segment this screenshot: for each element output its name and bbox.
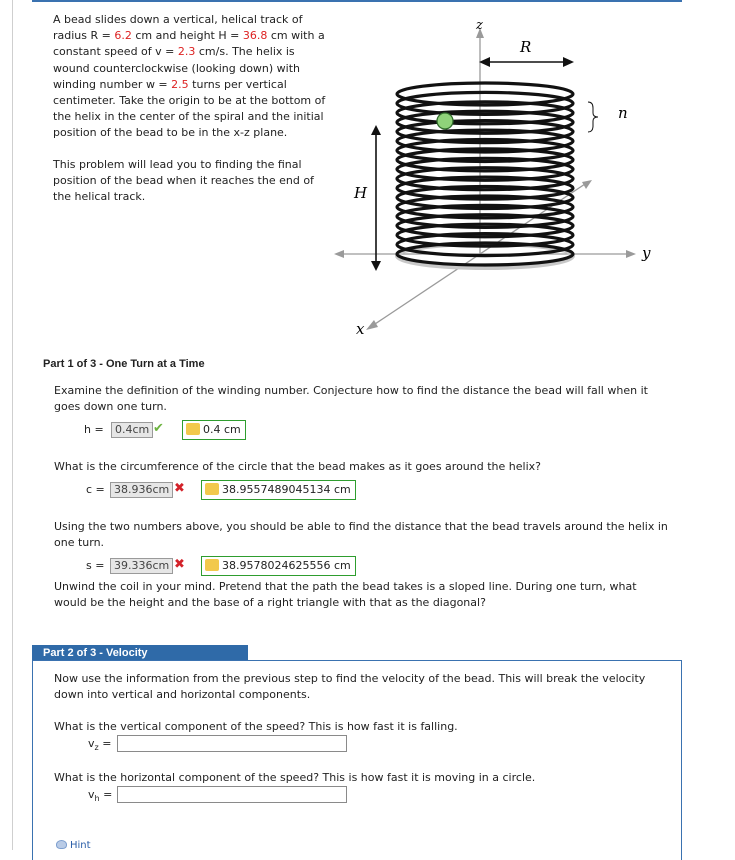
part1-feedback: Unwind the coil in your mind. Pretend that the path the bead takes is a sloped line. During one turn, what would be the height and the base of a right triangle with that as the diagonal?	[54, 580, 637, 609]
key-icon	[205, 483, 219, 495]
h-answer-row	[0, 420, 735, 440]
speed-value: 2.3	[177, 45, 196, 59]
z-axis-label: z	[476, 18, 483, 33]
vz-input[interactable]	[117, 735, 347, 752]
key-icon	[186, 423, 200, 435]
c-label: c =	[86, 483, 105, 496]
c-answer-row	[0, 480, 735, 500]
correct-icon: ✔	[153, 421, 164, 436]
vz-label: $v_z$ =	[88, 737, 112, 753]
height-value: 36.8	[242, 29, 268, 43]
part1-question-distance: Using the two numbers above, you should be able to find the distance that the bead travels around the helix in one turn.	[54, 520, 668, 549]
vh-label: $v_h$ =	[88, 788, 113, 804]
part2-title: Part 2 of 3 - Velocity	[32, 645, 248, 661]
problem-paragraph-2: This problem will lead you to finding the final position of the bead when it reaches the end of the helical track.	[53, 157, 314, 204]
s-answer-field[interactable]: 39.336cm	[110, 558, 173, 574]
s-label: s =	[86, 559, 105, 572]
part2-question-vertical: What is the vertical component of the speed? This is how fast it is falling.	[54, 720, 458, 733]
hint-icon	[56, 840, 67, 849]
part1-question-height: Examine the definition of the winding number. Conjecture how to find the distance the bead will fall when it goes down one turn.	[54, 384, 648, 413]
helix-coils	[397, 83, 573, 265]
vh-row	[0, 786, 735, 806]
h-label: h =	[84, 423, 104, 436]
helix-figure	[330, 14, 670, 344]
hint-link[interactable]: Hint	[56, 840, 91, 851]
y-axis-neg-arrowhead	[334, 250, 344, 258]
part2-intro: Now use the information from the previous step to find the velocity of the bead. This will break the velocity down into vertical and horizontal components.	[54, 672, 646, 701]
bead	[437, 113, 453, 129]
height-arrow-top-head	[371, 125, 381, 135]
part2-question-horizontal: What is the horizontal component of the speed? This is how fast it is moving in a circle.	[54, 771, 536, 784]
x-axis-label: x	[356, 320, 365, 338]
winding-number-value: 2.5	[171, 77, 189, 91]
height-label: H	[354, 184, 368, 202]
problem-statement	[53, 12, 328, 205]
part1-title: Part 1 of 3 - One Turn at a Time	[43, 358, 205, 370]
y-axis-label: y	[642, 244, 651, 262]
radius-value: 6.2	[114, 29, 132, 43]
h-correct-answer[interactable]: 0.4 cm	[182, 420, 246, 440]
c-answer-field[interactable]: 38.936cm	[110, 482, 173, 498]
wrong-icon: ✖	[174, 557, 185, 572]
winding-label: n	[618, 104, 628, 122]
radius-label: R	[520, 38, 532, 56]
problem-paragraph-1: A bead slides down a vertical, helical track of radius R = 6.2 cm and height H = 36.8 cm with a constant speed of v = 2.3 cm/s. The helix is wound counterclockwise (looking down) with winding number w = 2.5 turns per vertical centimeter. Take the origin to be at the bottom of the helix in the center of the spiral and the initial position of the bead to be in the x-z plane.	[53, 13, 326, 140]
key-icon	[205, 559, 219, 571]
s-answer-row	[0, 556, 735, 576]
wrong-icon: ✖	[174, 481, 185, 496]
c-correct-answer[interactable]: 38.9557489045134 cm	[201, 480, 356, 500]
y-axis-arrowhead	[626, 250, 636, 258]
vz-row	[0, 735, 735, 755]
top-accent-bar	[32, 0, 682, 2]
s-correct-answer[interactable]: 38.9578024625556 cm	[201, 556, 356, 576]
vh-input[interactable]	[117, 786, 347, 803]
x-axis-arrowhead	[366, 320, 378, 330]
part1-question-circumference: What is the circumference of the circle that the bead makes as it goes around the helix?	[54, 460, 541, 473]
radius-arrow-right-head	[563, 57, 574, 67]
h-answer-field[interactable]: 0.4cm	[111, 422, 153, 438]
x-axis-far-arrowhead	[582, 180, 592, 189]
winding-brace	[588, 102, 598, 132]
height-arrow-bottom-head	[371, 261, 381, 271]
